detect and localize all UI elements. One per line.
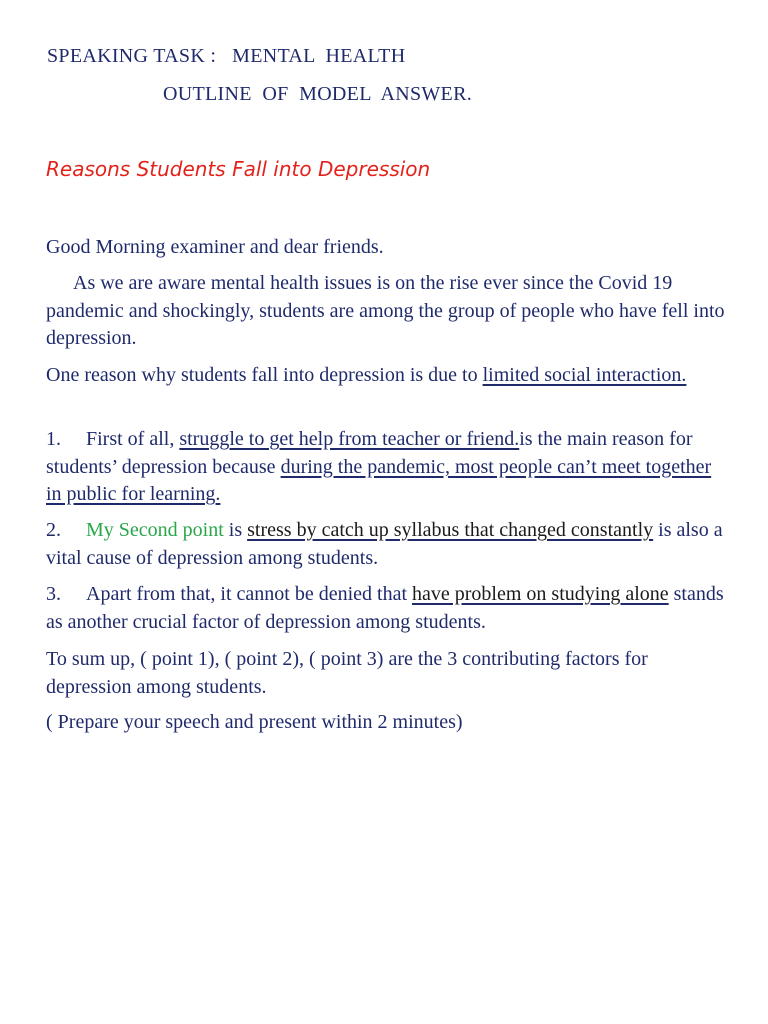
conclusion-paragraph: To sum up, ( point 1), ( point 2), ( point 3) are the 3 contributing factors for depression among students. — [46, 648, 648, 698]
point-1-highlight-1: struggle to get help from teacher or friend. — [179, 428, 520, 450]
point-1-number: 1. — [46, 428, 61, 450]
intro-paragraph: As we are aware mental health issues is on the rise ever since the Covid 19 pandemic and shockingly, students are among the group of people who have fell into depression. — [46, 272, 725, 349]
point-2-label: My Second point — [86, 519, 224, 541]
point-3-paragraph — [46, 581, 726, 636]
point-2-highlight: stress by catch up syllabus that changed constantly — [247, 519, 654, 541]
point-3-highlight: have problem on studying alone — [412, 583, 669, 605]
point-1-paragraph — [46, 426, 726, 509]
outline-heading: OUTLINE OF MODEL ANSWER. — [163, 83, 473, 105]
reason-paragraph — [46, 362, 726, 390]
point-2-middle: is — [223, 519, 248, 541]
greeting-paragraph: Good Morning examiner and dear friends. — [46, 236, 384, 258]
instruction-note: ( Prepare your speech and present within 2 minutes) — [46, 711, 463, 733]
reason-lead: One reason why students fall into depression is due to — [46, 364, 483, 386]
point-3-number: 3. — [46, 583, 61, 605]
point-1-highlight-2: during the pandemic, most people can’t meet together in public for learning. — [46, 455, 712, 505]
point-3-tail: stands as another crucial factor of depression among students. — [46, 583, 724, 633]
point-2-tail: is also a vital cause of depression among students. — [46, 519, 723, 569]
point-2-paragraph — [46, 517, 726, 572]
point-3-lead: Apart from that, it cannot be denied that — [86, 583, 413, 605]
task-heading: SPEAKING TASK : MENTAL HEALTH — [47, 45, 406, 67]
document-title: Reasons Students Fall into Depression — [46, 157, 431, 181]
reason-highlight: limited social interaction. — [482, 364, 687, 386]
point-1-lead: First of all, — [86, 428, 180, 450]
point-1-middle: is the main reason for students’ depression because — [46, 428, 693, 478]
point-2-number: 2. — [46, 519, 61, 541]
